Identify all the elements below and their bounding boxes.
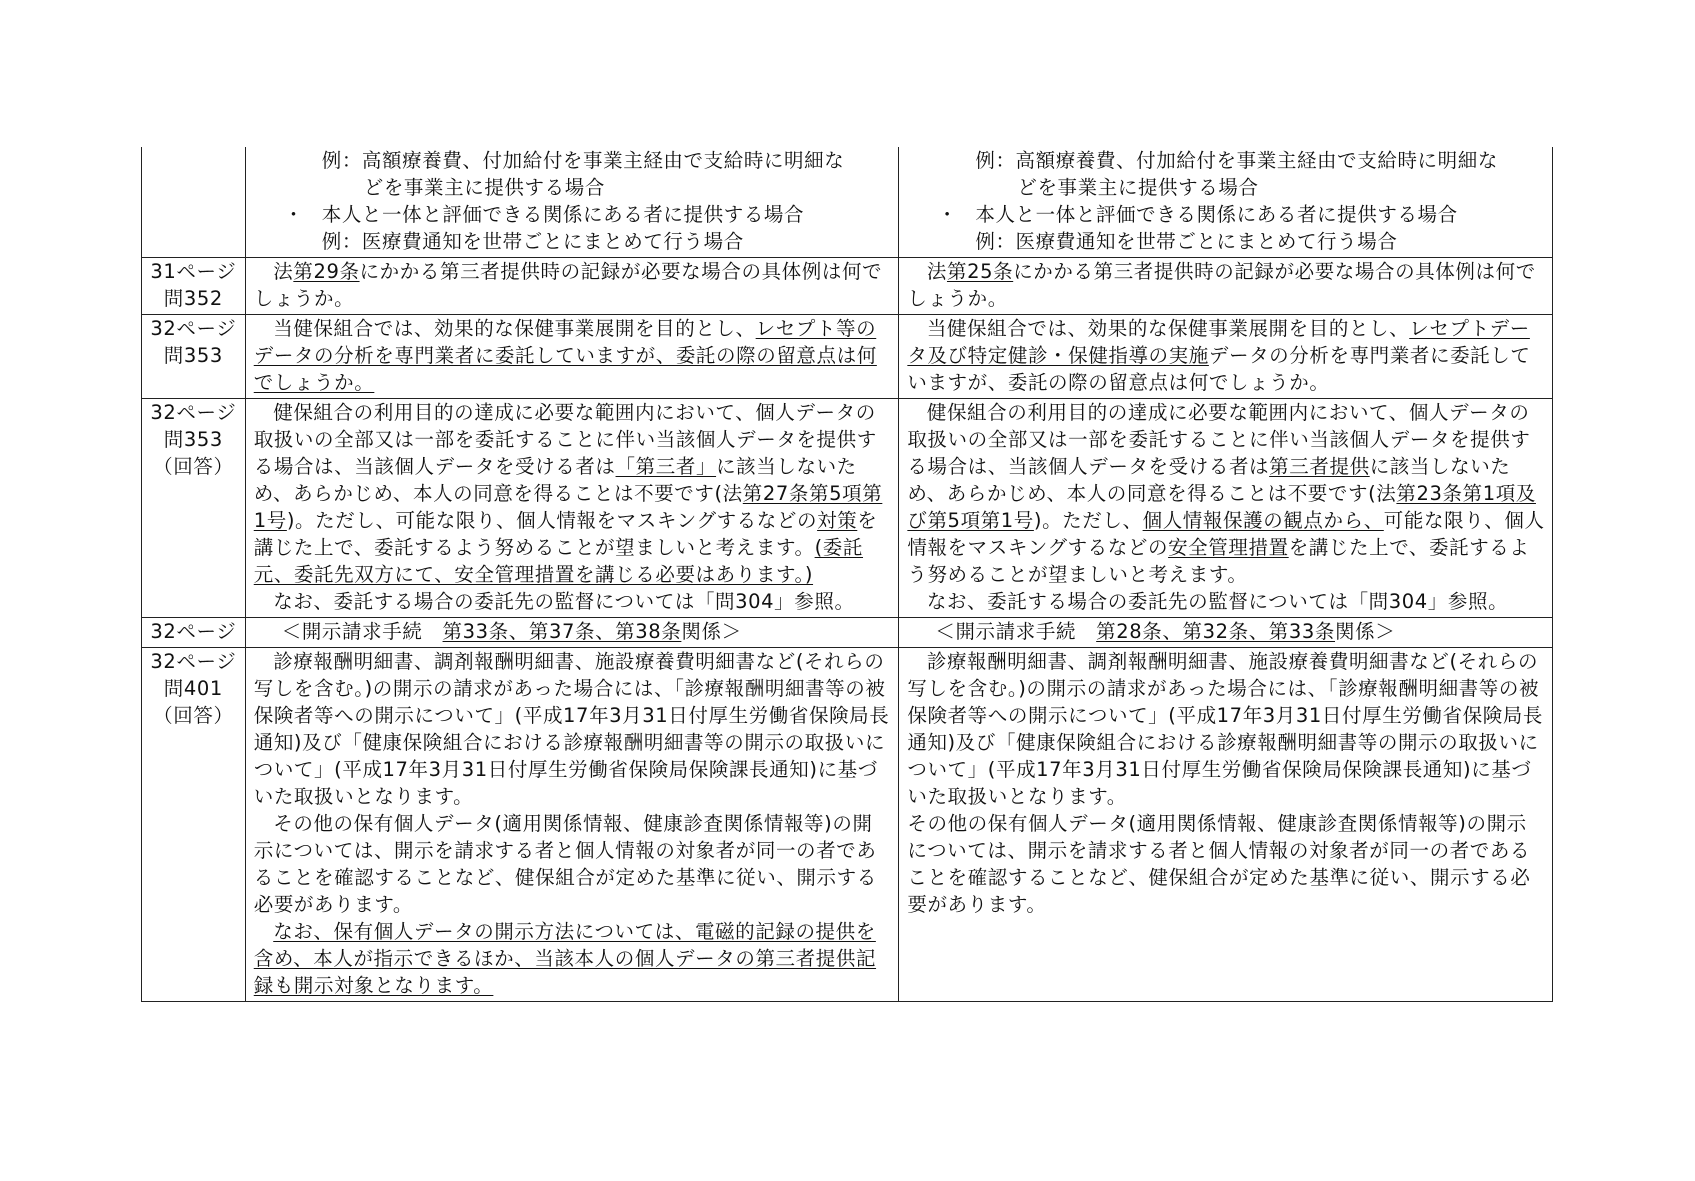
amended-text: レセプトデータ及び特定健診・保健指導の実施 xyxy=(907,317,1530,367)
right-cell xyxy=(899,618,1553,648)
amended-text: 第25条 xyxy=(946,260,1014,283)
note-text: なお、委託する場合の委託先の監督については「問304」参照。 xyxy=(273,590,855,613)
answer-label: （回答） xyxy=(153,455,234,478)
right-cell xyxy=(899,648,1553,1002)
ref-cell xyxy=(142,618,246,648)
answer-text: その他の保有個人データ(適用関係情報、健康診査関係情報等)の開示については、開示を請求する者と個人情報の対象者が同一の者であることを確認することなど、健保組合が定めた基準に従い、開示する必要があります。 xyxy=(907,812,1531,916)
left-cell xyxy=(245,147,899,258)
left-cell xyxy=(245,315,899,399)
right-cell xyxy=(899,315,1553,399)
question-ref: 問352 xyxy=(163,287,223,310)
table-row xyxy=(142,258,1553,315)
answer-text: 健保組合の利用目的の達成に必要な範囲内において、個人データの取扱いの全部又は一部を委託することに伴い当該個人データを提供する場合は、当該個人データを受ける者は「第三者」に該当しないため、あらかじめ、本人の同意を得ることは不要です(法第27条第5項第1号)。ただし、可能な限り、個人情報をマスキングするなどの対策を講じた上で、委託するよう努めることが望ましいと考えます。(委託元、委託先双方にて、安全管理措置を講じる必要はあります。) xyxy=(253,401,883,586)
amended-text: 第23条第1項及び第5項第1号 xyxy=(907,482,1536,532)
left-cell xyxy=(245,648,899,1002)
bullet-item xyxy=(284,201,893,228)
question-text: 当健保組合では、効果的な保健事業展開を目的とし、レセプト等のデータの分析を専門業者に委託していますが、委託の際の留意点は何でしょうか。 xyxy=(253,317,877,394)
note-text: なお、委託する場合の委託先の監督については「問304」参照。 xyxy=(926,590,1509,613)
amended-text: 第三者提供 xyxy=(1269,455,1370,478)
answer-text: その他の保有個人データ(適用関係情報、健康診査関係情報等)の開示については、開示を請求する者と個人情報の対象者が同一の者であることを確認することなど、健保組合が定めた基準に従い、開示する必要があります。 xyxy=(253,812,877,916)
section-heading: ＜開示請求手続 第33条、第37条、第38条関係＞ xyxy=(281,620,742,643)
question-text: 当健保組合では、効果的な保健事業展開を目的とし、レセプトデータ及び特定健診・保健指導の実施データの分析を専門業者に委託していますが、委託の際の留意点は何でしょうか。 xyxy=(907,317,1531,394)
page-ref: 32ページ xyxy=(150,401,237,424)
bullet-item xyxy=(937,201,1546,228)
answer-text: 診療報酬明細書、調剤報酬明細書、施設療養費明細書など(それらの写しを含む。)の開示の請求があった場合には、「診療報酬明細書等の被保険者等への開示について」(平成17年3月31日付厚生労働省保険局長通知)及び「健康保険組合における診療報酬明細書等の開示の取扱いについて」(平成17年3月31日付厚生労働省保険局保険課長通知)に基づいた取扱いとなります。 xyxy=(253,650,890,808)
right-cell xyxy=(899,147,1553,258)
amended-text: データの分析を専門業者に委託していますが、委託の際の留意点は何でしょうか。 xyxy=(253,344,877,394)
amended-text: 安全管理措置 xyxy=(1168,536,1289,559)
amended-text: 第33条、第37条、第38条 xyxy=(442,620,682,643)
section-heading: ＜開示請求手続 第28条、第32条、第33条関係＞ xyxy=(935,620,1396,643)
bullet-text: 本人と一体と評価できる関係にある者に提供する場合 xyxy=(975,203,1458,226)
bullet-dot: ・ xyxy=(937,203,958,226)
right-cell xyxy=(899,399,1553,618)
ref-cell xyxy=(142,147,246,258)
example-line: 例：医療費通知を世帯ごとにまとめて行う場合 xyxy=(975,230,1398,253)
left-cell xyxy=(245,258,899,315)
ref-cell xyxy=(142,315,246,399)
example-line-cont: どを事業主に提供する場合 xyxy=(1017,176,1259,199)
table-row xyxy=(142,648,1553,1002)
answer-text: 診療報酬明細書、調剤報酬明細書、施設療養費明細書など(それらの写しを含む。)の開示の請求があった場合には、「診療報酬明細書等の被保険者等への開示について」(平成17年3月31日付厚生労働省保険局長通知)及び「健康保険組合における診療報酬明細書等の開示の取扱いについて」(平成17年3月31日付厚生労働省保険局保険課長通知)に基づいた取扱いとなります。 xyxy=(907,650,1544,808)
example-line: 例：高額療養費、付加給付を事業主経由で支給時に明細な xyxy=(321,149,845,172)
example-line-cont: どを事業主に提供する場合 xyxy=(363,176,605,199)
amended-text: (委託元、委託先双方にて、安全管理措置を講じる必要はあります。) xyxy=(253,536,864,586)
table-row xyxy=(142,618,1553,648)
page-ref: 31ページ xyxy=(150,260,237,283)
amended-text: 「第三者」 xyxy=(615,455,717,478)
table-row xyxy=(142,315,1553,399)
page-ref: 32ページ xyxy=(150,620,237,643)
page-ref: 32ページ xyxy=(150,317,237,340)
amended-text: 第27条第5項第1号 xyxy=(253,482,883,532)
ref-cell xyxy=(142,399,246,618)
question-ref: 問401 xyxy=(163,677,223,700)
amended-text: 第29条 xyxy=(293,260,360,283)
amended-text: 対策 xyxy=(817,509,858,532)
left-cell xyxy=(245,618,899,648)
left-cell xyxy=(245,399,899,618)
question-ref: 問353 xyxy=(163,428,223,451)
amended-text: なお、保有個人データの開示方法については、電磁的記録の提供を含め、本人が指示できるほか、当該本人の個人データの第三者提供記録も開示対象となります。 xyxy=(253,920,877,997)
ref-cell xyxy=(142,648,246,1002)
ref-cell xyxy=(142,258,246,315)
answer-text: 健保組合の利用目的の達成に必要な範囲内において、個人データの取扱いの全部又は一部を委託することに伴い当該個人データを提供する場合は、当該個人データを受ける者は第三者提供に該当しないため、あらかじめ、本人の同意を得ることは不要です(法第23条第1項及び第5項第1号)。ただし、個人情報保護の観点から、可能な限り、個人情報をマスキングするなどの安全管理措置を講じた上で、委託するよう努めることが望ましいと考えます。 xyxy=(907,401,1545,586)
bullet-text: 本人と一体と評価できる関係にある者に提供する場合 xyxy=(321,203,805,226)
table-row xyxy=(142,399,1553,618)
page-ref: 32ページ xyxy=(150,650,237,673)
amended-text: レセプト等の xyxy=(755,317,877,340)
right-cell xyxy=(899,258,1553,315)
bullet-dot: ・ xyxy=(283,203,304,226)
question-text: 法第25条にかかる第三者提供時の記録が必要な場合の具体例は何でしょうか。 xyxy=(907,260,1536,310)
question-text: 法第29条にかかる第三者提供時の記録が必要な場合の具体例は何でしょうか。 xyxy=(253,260,883,310)
amended-text: 個人情報保護の観点から、 xyxy=(1142,509,1384,532)
question-ref: 問353 xyxy=(163,344,223,367)
example-line: 例：高額療養費、付加給付を事業主経由で支給時に明細な xyxy=(975,149,1498,172)
comparison-table xyxy=(141,147,1553,1002)
example-line: 例：医療費通知を世帯ごとにまとめて行う場合 xyxy=(321,230,744,253)
table-row xyxy=(142,147,1553,258)
answer-label: （回答） xyxy=(153,704,234,727)
amended-text: 第28条、第32条、第33条 xyxy=(1096,620,1336,643)
